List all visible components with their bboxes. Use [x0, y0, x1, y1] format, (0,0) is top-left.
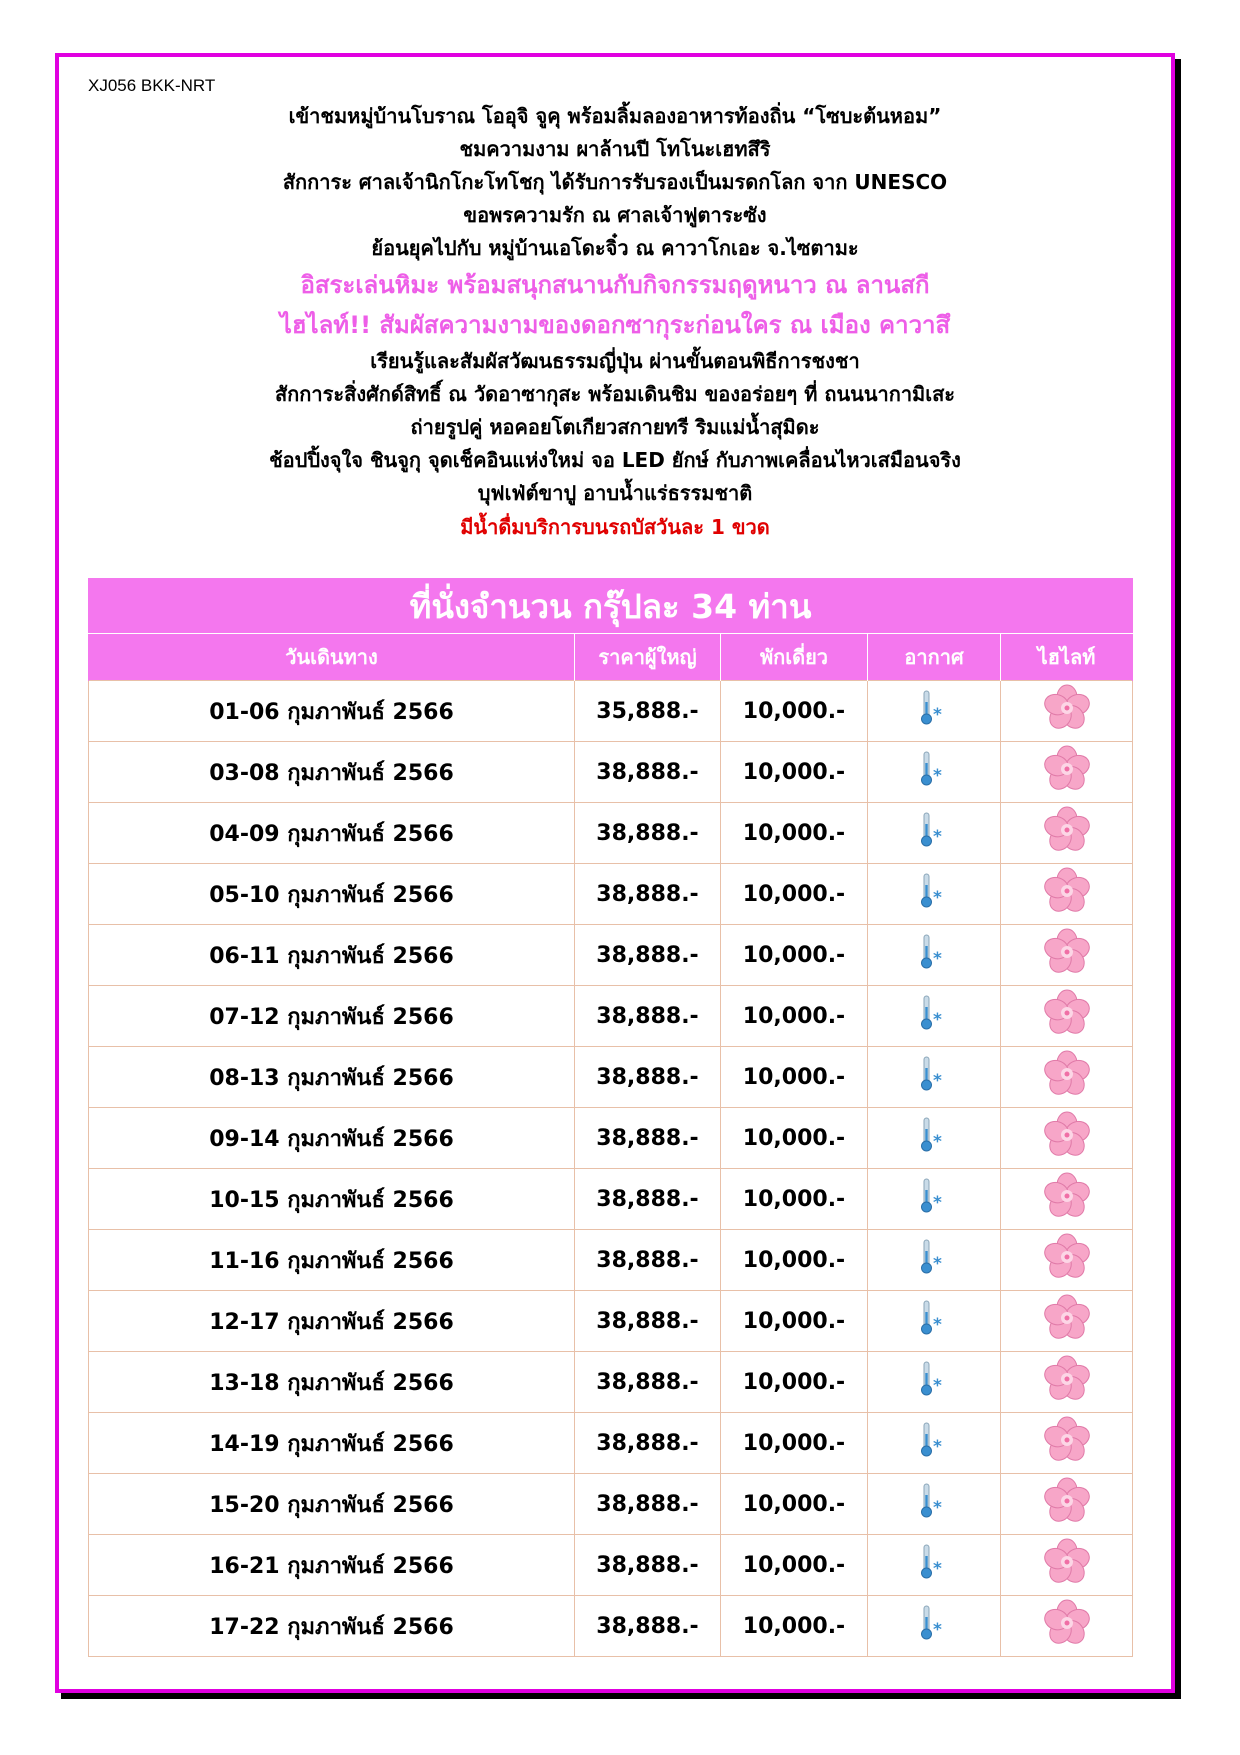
travel-date-cell: 13-18 กุมภาพันธ์ 2566: [89, 1352, 575, 1413]
header-date: วันเดินทาง: [89, 634, 575, 681]
sakura-flower-icon: [1043, 1233, 1091, 1287]
travel-date-cell: 01-06 กุมภาพันธ์ 2566: [89, 681, 575, 742]
table-row: [89, 1169, 1133, 1230]
adult-price-cell: 38,888.-: [575, 1169, 721, 1230]
weather-cell: [868, 1047, 1001, 1108]
adult-price-cell: 38,888.-: [575, 1474, 721, 1535]
cold-thermometer-icon: [919, 690, 949, 732]
highlight-cell: [1001, 986, 1133, 1047]
single-supplement-cell: 10,000.-: [721, 1413, 868, 1474]
adult-price-cell: 38,888.-: [575, 925, 721, 986]
tour-code: XJ056 BKK-NRT: [88, 76, 216, 95]
single-supplement-cell: 10,000.-: [721, 1230, 868, 1291]
travel-date-cell: 08-13 กุมภาพันธ์ 2566: [89, 1047, 575, 1108]
adult-price-cell: 38,888.-: [575, 803, 721, 864]
table-row: [89, 1291, 1133, 1352]
highlight-cell: [1001, 681, 1133, 742]
highlight-cell: [1001, 1291, 1133, 1352]
weather-cell: [868, 1474, 1001, 1535]
highlight-cell: [1001, 925, 1133, 986]
highlight-cell: [1001, 1413, 1133, 1474]
travel-date-cell: 05-10 กุมภาพันธ์ 2566: [89, 864, 575, 925]
cold-thermometer-icon: [919, 1178, 949, 1220]
cold-thermometer-icon: [919, 1483, 949, 1525]
svg-text:*: *: [933, 1315, 942, 1335]
table-row: [89, 864, 1133, 925]
weather-cell: [868, 1352, 1001, 1413]
travel-date-cell: 09-14 กุมภาพันธ์ 2566: [89, 1108, 575, 1169]
table-row: [89, 1535, 1133, 1596]
table-row: [89, 1413, 1133, 1474]
adult-price-cell: 38,888.-: [575, 1596, 721, 1657]
highlight-line: เรียนรู้และสัมผัสวัฒนธรรมญี่ปุ่น ผ่านขั้นตอนพิธีการชงชา: [370, 349, 860, 373]
weather-cell: [868, 1413, 1001, 1474]
highlight-line: ถ่ายรูปคู่ หอคอยโตเกียวสกายทรี ริมแม่น้ำสุมิดะ: [410, 415, 820, 439]
sakura-flower-icon: [1043, 745, 1091, 799]
svg-text:*: *: [933, 1620, 942, 1640]
highlight-cell: [1001, 1535, 1133, 1596]
sakura-flower-icon: [1043, 1416, 1091, 1470]
single-supplement-cell: 10,000.-: [721, 1169, 868, 1230]
adult-price-cell: 38,888.-: [575, 1352, 721, 1413]
highlight-line: ช้อปปิ้งจุใจ ชินจูกุ จุดเช็คอินแห่งใหม่ จอ LED ยักษ์ กับภาพเคลื่อนไหวเสมือนจริง: [269, 448, 961, 472]
table-row: [89, 742, 1133, 803]
highlight-cell: [1001, 742, 1133, 803]
svg-text:*: *: [933, 1193, 942, 1213]
travel-date-cell: 15-20 กุมภาพันธ์ 2566: [89, 1474, 575, 1535]
single-supplement-cell: 10,000.-: [721, 742, 868, 803]
sakura-flower-icon: [1043, 928, 1091, 982]
adult-price-cell: 38,888.-: [575, 864, 721, 925]
cold-thermometer-icon: [919, 1239, 949, 1281]
single-supplement-cell: 10,000.-: [721, 1108, 868, 1169]
table-row: [89, 925, 1133, 986]
sakura-flower-icon: [1043, 1050, 1091, 1104]
highlight-cell: [1001, 1108, 1133, 1169]
table-row: [89, 1352, 1133, 1413]
weather-cell: [868, 1291, 1001, 1352]
svg-text:*: *: [933, 1254, 942, 1274]
adult-price-cell: 35,888.-: [575, 681, 721, 742]
highlight-line: ย้อนยุคไปกับ หมู่บ้านเอโดะจิ๋ว ณ คาวาโกเอะ จ.ไซตามะ: [371, 236, 859, 260]
highlight-cell: [1001, 803, 1133, 864]
highlight-line: ขอพรความรัก ณ ศาลเจ้าฟูตาระซัง: [463, 203, 767, 227]
highlight-cell: [1001, 1230, 1133, 1291]
single-supplement-cell: 10,000.-: [721, 1474, 868, 1535]
weather-cell: [868, 1230, 1001, 1291]
highlight-cell: [1001, 1596, 1133, 1657]
single-supplement-cell: 10,000.-: [721, 1596, 868, 1657]
cold-thermometer-icon: [919, 1056, 949, 1098]
table-row: [89, 1230, 1133, 1291]
svg-text:*: *: [933, 1376, 942, 1396]
table-row: [89, 681, 1133, 742]
header-weather: อากาศ: [868, 634, 1001, 681]
weather-cell: [868, 1108, 1001, 1169]
cold-thermometer-icon: [919, 1544, 949, 1586]
svg-text:*: *: [933, 1010, 942, 1030]
travel-date-cell: 16-21 กุมภาพันธ์ 2566: [89, 1535, 575, 1596]
adult-price-cell: 38,888.-: [575, 742, 721, 803]
travel-date-cell: 17-22 กุมภาพันธ์ 2566: [89, 1596, 575, 1657]
cold-thermometer-icon: [919, 934, 949, 976]
highlight-cell: [1001, 1352, 1133, 1413]
cold-thermometer-icon: [919, 1361, 949, 1403]
table-row: [89, 1047, 1133, 1108]
svg-text:*: *: [933, 888, 942, 908]
travel-date-cell: 04-09 กุมภาพันธ์ 2566: [89, 803, 575, 864]
adult-price-cell: 38,888.-: [575, 1047, 721, 1108]
table-row: [89, 986, 1133, 1047]
weather-cell: [868, 1596, 1001, 1657]
adult-price-cell: 38,888.-: [575, 1230, 721, 1291]
water-note: มีน้ำดื่มบริการบนรถบัสวันละ 1 ขวด: [460, 515, 770, 539]
svg-text:*: *: [933, 766, 942, 786]
sakura-flower-icon: [1043, 1599, 1091, 1653]
highlight-cell: [1001, 1474, 1133, 1535]
svg-text:*: *: [933, 705, 942, 725]
sakura-flower-icon: [1043, 1294, 1091, 1348]
travel-date-cell: 07-12 กุมภาพันธ์ 2566: [89, 986, 575, 1047]
sakura-flower-icon: [1043, 806, 1091, 860]
cold-thermometer-icon: [919, 751, 949, 793]
svg-text:*: *: [933, 1498, 942, 1518]
single-supplement-cell: 10,000.-: [721, 1352, 868, 1413]
cold-thermometer-icon: [919, 1605, 949, 1647]
table-row: [89, 1474, 1133, 1535]
svg-text:*: *: [933, 949, 942, 969]
single-supplement-cell: 10,000.-: [721, 803, 868, 864]
sakura-flower-icon: [1043, 684, 1091, 738]
sakura-flower-icon: [1043, 867, 1091, 921]
sakura-flower-icon: [1043, 1172, 1091, 1226]
weather-cell: [868, 803, 1001, 864]
travel-date-cell: 03-08 กุมภาพันธ์ 2566: [89, 742, 575, 803]
sakura-flower-icon: [1043, 1477, 1091, 1531]
highlight-line: ไฮไลท์!! สัมผัสความงามของดอกซากุระก่อนใคร ณ เมือง คาวาสึ: [279, 311, 951, 339]
header-single: พักเดี่ยว: [721, 634, 868, 681]
highlight-cell: [1001, 1169, 1133, 1230]
single-supplement-cell: 10,000.-: [721, 1535, 868, 1596]
single-supplement-cell: 10,000.-: [721, 681, 868, 742]
single-supplement-cell: 10,000.-: [721, 925, 868, 986]
seat-banner: ที่นั่งจำนวน กรุ๊ปละ 34 ท่าน: [89, 579, 1133, 634]
price-table: [88, 578, 1133, 1657]
svg-text:*: *: [933, 1071, 942, 1091]
highlight-cell: [1001, 1047, 1133, 1108]
cold-thermometer-icon: [919, 873, 949, 915]
highlight-line: สักการะสิ่งศักด์สิทธิ์ ณ วัดอาซากุสะ พร้อมเดินชิม ของอร่อยๆ ที่ ถนนนากามิเสะ: [274, 382, 956, 406]
adult-price-cell: 38,888.-: [575, 1413, 721, 1474]
svg-text:*: *: [933, 1559, 942, 1579]
cold-thermometer-icon: [919, 995, 949, 1037]
sakura-flower-icon: [1043, 1538, 1091, 1592]
weather-cell: [868, 742, 1001, 803]
travel-date-cell: 06-11 กุมภาพันธ์ 2566: [89, 925, 575, 986]
table-row: [89, 1596, 1133, 1657]
weather-cell: [868, 864, 1001, 925]
highlight-lines: [60, 100, 1170, 544]
adult-price-cell: 38,888.-: [575, 1291, 721, 1352]
highlight-line: เข้าชมหมู่บ้านโบราณ โออุจิ จูคุ พร้อมลิ้มลองอาหารท้องถิ่น “โซบะต้นหอม”: [288, 104, 942, 128]
single-supplement-cell: 10,000.-: [721, 1291, 868, 1352]
travel-date-cell: 12-17 กุมภาพันธ์ 2566: [89, 1291, 575, 1352]
cold-thermometer-icon: [919, 1117, 949, 1159]
single-supplement-cell: 10,000.-: [721, 1047, 868, 1108]
svg-text:*: *: [933, 1437, 942, 1457]
weather-cell: [868, 1169, 1001, 1230]
highlight-line: บุฟเฟ่ต์ขาปู อาบน้ำแร่ธรรมชาติ: [477, 481, 753, 505]
sakura-flower-icon: [1043, 1111, 1091, 1165]
svg-text:*: *: [933, 827, 942, 847]
adult-price-cell: 38,888.-: [575, 986, 721, 1047]
sakura-flower-icon: [1043, 1355, 1091, 1409]
cold-thermometer-icon: [919, 1300, 949, 1342]
cold-thermometer-icon: [919, 812, 949, 854]
single-supplement-cell: 10,000.-: [721, 986, 868, 1047]
weather-cell: [868, 681, 1001, 742]
highlight-line: อิสระเล่นหิมะ พร้อมสนุกสนานกับกิจกรรมฤดูหนาว ณ ลานสกี: [300, 271, 930, 299]
adult-price-cell: 38,888.-: [575, 1108, 721, 1169]
weather-cell: [868, 925, 1001, 986]
single-supplement-cell: 10,000.-: [721, 864, 868, 925]
highlight-line: สักการะ ศาลเจ้านิกโกะโทโชกุ ได้รับการรับรองเป็นมรดกโลก จาก UNESCO: [282, 170, 948, 194]
travel-date-cell: 14-19 กุมภาพันธ์ 2566: [89, 1413, 575, 1474]
table-row: [89, 803, 1133, 864]
cold-thermometer-icon: [919, 1422, 949, 1464]
highlight-line: ชมความงาม ผาล้านปี โทโนะเฮทสึริ: [459, 137, 771, 161]
adult-price-cell: 38,888.-: [575, 1535, 721, 1596]
highlight-cell: [1001, 864, 1133, 925]
weather-cell: [868, 1535, 1001, 1596]
table-row: [89, 1108, 1133, 1169]
travel-date-cell: 10-15 กุมภาพันธ์ 2566: [89, 1169, 575, 1230]
header-highlight: ไฮไลท์: [1001, 634, 1133, 681]
header-adult-price: ราคาผู้ใหญ่: [575, 634, 721, 681]
sakura-flower-icon: [1043, 989, 1091, 1043]
travel-date-cell: 11-16 กุมภาพันธ์ 2566: [89, 1230, 575, 1291]
weather-cell: [868, 986, 1001, 1047]
svg-text:*: *: [933, 1132, 942, 1152]
